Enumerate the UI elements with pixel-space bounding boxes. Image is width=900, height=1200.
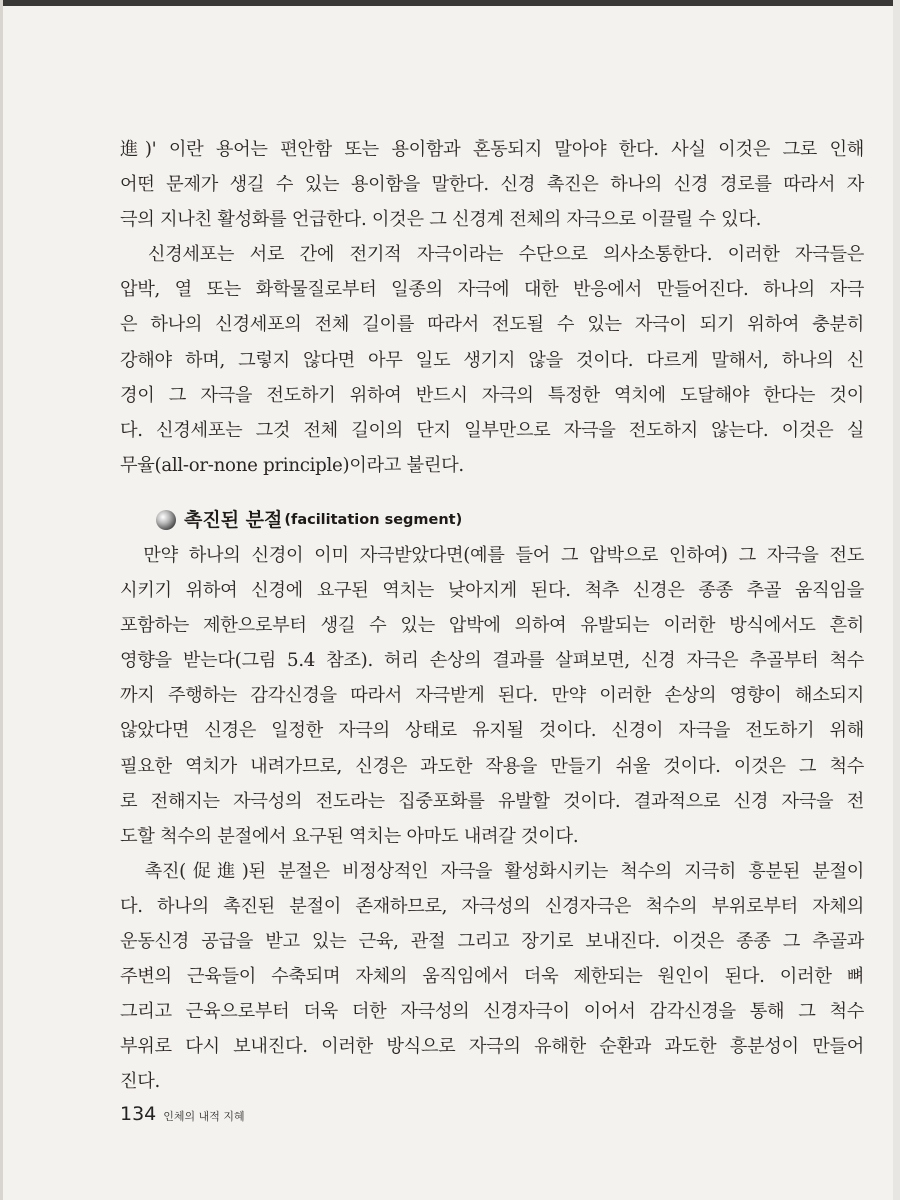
text-line: 필요한 역치가 내려가므로, 신경은 과도한 작용을 만들기 쉬울 것이다. 이것은 그 척수 [120,755,864,777]
book-title: 인체의 내적 지혜 [163,1110,245,1123]
page-footer [120,1103,245,1125]
text-line: 운동신경 공급을 받고 있는 근육, 관절 그리고 장기로 보내진다. 이것은 종종 그 추골과 [120,930,864,952]
text-line: 만약 하나의 신경이 이미 자극받았다면(예를 들어 그 압박으로 인하여) 그 자극을 전도 [120,544,864,566]
text-line: 촉진(促進)된 분절은 비정상적인 자극을 활성화시키는 척수의 지극히 흥분된 분절이 [120,860,864,882]
text-line: 어떤 문제가 생길 수 있는 용이함을 말한다. 신경 촉진은 하나의 신경 경로를 따라서 자 [120,174,864,196]
text-line: 은 하나의 신경세포의 전체 길이를 따라서 전도될 수 있는 자극이 되기 위하여 충분히 [120,314,864,336]
text-line: 강해야 하며, 그렇지 않다면 아무 일도 생기지 않을 것이다. 다르게 말해서, 하나의 신 [120,349,864,371]
text-line: 進)' 이란 용어는 편안함 또는 용이함과 혼동되지 말아야 한다. 사실 이것은 그로 인해 [120,139,864,160]
text-line: 로 전해지는 자극성의 전도라는 집중포화를 유발할 것이다. 결과적으로 신경 자극을 전 [120,790,864,812]
text-line: 극의 지나친 활성화를 언급한다. 이것은 그 신경계 전체의 자극으로 이끌릴 수 있다. [120,209,762,231]
text-line: 도할 척수의 분절에서 요구된 역치는 아마도 내려갈 것이다. [120,825,579,847]
text-line: 까지 주행하는 감각신경을 따라서 자극받게 된다. 만약 이러한 손상의 영향이 해소되지 [120,685,864,707]
heading-korean: 촉진된 분절 [184,508,283,531]
text-line: 압박, 열 또는 화학물질로부터 일종의 자극에 대한 반응에서 만들어진다. 하나의 자극 [120,279,864,301]
text-line: 다. 하나의 촉진된 분절이 존재하므로, 자극성의 신경자극은 척수의 부위로부터 자체의 [120,895,864,917]
bullet-icon [156,510,176,530]
text-line: 부위로 다시 보내진다. 이러한 방식으로 자극의 유해한 순환과 과도한 흥분성이 만들어 [120,1036,864,1058]
text-line: 경이 그 자극을 전도하기 위하여 반드시 자극의 특정한 역치에 도달해야 한다는 것이 [120,384,864,406]
text-line: 다. 신경세포는 그것 전체 길이의 단지 일부만으로 자극을 전도하지 않는다. 이것은 실 [120,419,864,441]
text-line: 시키기 위하여 신경에 요구된 역치는 낮아지게 된다. 척추 신경은 종종 추골 움직임을 [120,580,864,602]
paragraph [120,538,864,854]
heading-english: (facilitation segment) [284,511,463,528]
text-line: 포함하는 제한으로부터 생길 수 있는 압박에 의하여 유발되는 이러한 방식에서도 흔히 [120,615,864,637]
page-number: 134 [120,1103,157,1125]
paragraph [120,132,864,237]
paragraphs-top [120,132,864,483]
paragraphs-bottom [120,538,864,1100]
text-line: 신경세포는 서로 간에 전기적 자극이라는 수단으로 의사소통한다. 이러한 자극들은 [120,244,864,266]
text-line: 주변의 근육들이 수축되며 자체의 움직임에서 더욱 제한되는 원인이 된다. 이러한 뼈 [120,966,864,988]
scan-border-left [0,0,3,1200]
section-heading [120,503,864,538]
text-line: 그리고 근육으로부터 더욱 더한 자극성의 신경자극이 이어서 감각신경을 통해 그 척수 [120,1001,864,1023]
paragraph [120,237,864,483]
text-line: 무율(all-or-none principle)이라고 불린다. [120,454,464,476]
paragraph [120,854,864,1100]
scan-border-top [0,0,900,6]
text-line: 않았다면 신경은 일정한 자극의 상태로 유지될 것이다. 신경이 자극을 전도하기 위해 [120,720,864,742]
text-line: 영향을 받는다(그림 5.4 참조). 허리 손상의 결과를 살펴보면, 신경 자극은 추골부터 척수 [120,650,864,672]
text-line: 진다. [120,1071,161,1093]
body-text [120,132,864,1099]
scan-border-right [893,0,900,1200]
